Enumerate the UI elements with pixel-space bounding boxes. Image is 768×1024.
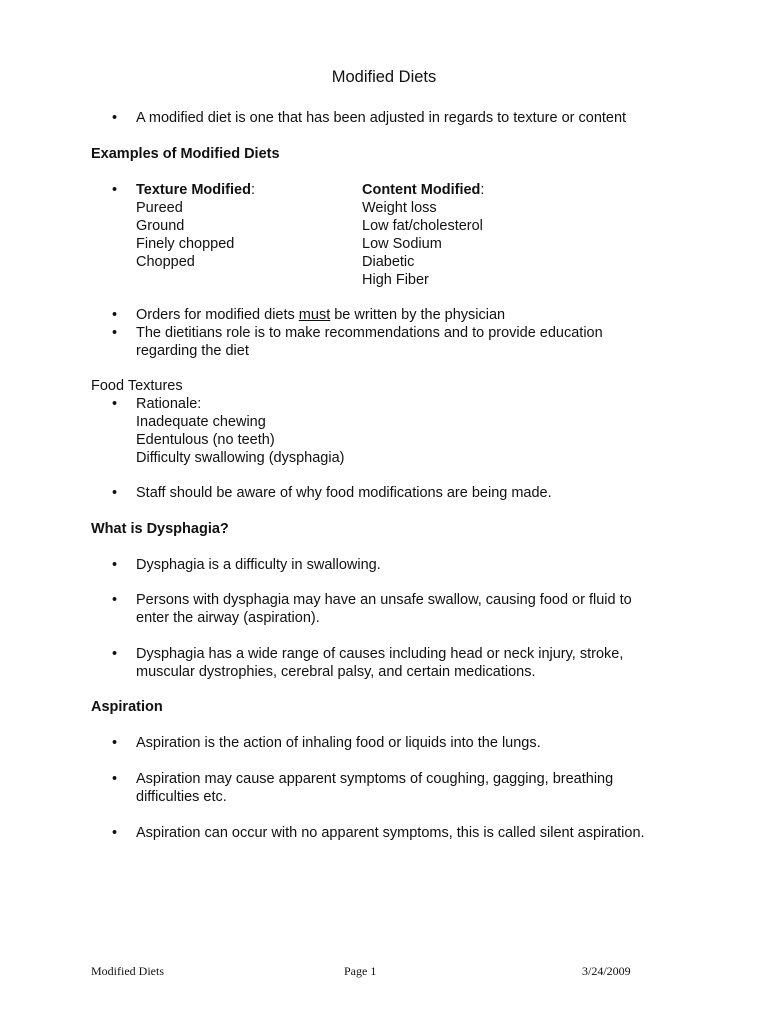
content-item: Diabetic bbox=[362, 254, 415, 270]
aspiration-bullet-2-line1: Aspiration may cause apparent symptoms of coughing, gagging, breathing bbox=[136, 771, 614, 787]
rationale-label: Rationale: bbox=[136, 396, 202, 412]
dietitian-line1: The dietitians role is to make recommendations and to provide education bbox=[136, 325, 603, 341]
footer-page: Page 1 bbox=[344, 964, 377, 978]
footer-left: Modified Diets bbox=[91, 964, 164, 978]
page-title: Modified Diets bbox=[331, 68, 437, 86]
dysphagia-heading: What is Dysphagia? bbox=[91, 521, 229, 537]
dietitian-line2: regarding the diet bbox=[136, 343, 249, 359]
bullet: • bbox=[112, 325, 118, 341]
texture-item: Finely chopped bbox=[136, 236, 235, 252]
dysphagia-bullet-2-line1: Persons with dysphagia may have an unsafe swallow, causing food or fluid to bbox=[136, 592, 632, 608]
bullet: • bbox=[112, 307, 118, 323]
dysphagia-bullet-1: Dysphagia is a difficulty in swallowing. bbox=[136, 557, 381, 573]
bullet: • bbox=[112, 592, 118, 608]
footer-date: 3/24/2009 bbox=[582, 964, 631, 978]
rationale-item: Difficulty swallowing (dysphagia) bbox=[136, 450, 345, 466]
content-item: Low Sodium bbox=[362, 236, 442, 252]
orders-text: Orders for modified diets must be written by the physician bbox=[136, 307, 506, 323]
aspiration-bullet-3: Aspiration can occur with no apparent symptoms, this is called silent aspiration. bbox=[136, 825, 645, 841]
bullet: • bbox=[112, 771, 118, 787]
food-textures-heading: Food Textures bbox=[91, 378, 183, 394]
dysphagia-bullet-2-line2: enter the airway (aspiration). bbox=[136, 610, 320, 626]
dysphagia-bullet-3-line1: Dysphagia has a wide range of causes including head or neck injury, stroke, bbox=[136, 646, 624, 662]
aspiration-bullet-2-line2: difficulties etc. bbox=[136, 789, 227, 805]
rationale-item: Inadequate chewing bbox=[136, 414, 266, 430]
bullet: • bbox=[112, 646, 118, 662]
intro-text: A modified diet is one that has been adjusted in regards to texture or content bbox=[136, 110, 627, 126]
content-item: High Fiber bbox=[362, 272, 429, 288]
bullet: • bbox=[112, 182, 118, 198]
aspiration-bullet-1: Aspiration is the action of inhaling food or liquids into the lungs. bbox=[136, 735, 541, 751]
texture-item: Chopped bbox=[136, 254, 195, 270]
aspiration-heading: Aspiration bbox=[91, 699, 163, 715]
content-item: Weight loss bbox=[362, 200, 437, 216]
texture-item: Ground bbox=[136, 218, 185, 234]
texture-heading: Texture Modified: bbox=[136, 182, 255, 198]
dysphagia-bullet-3-line2: muscular dystrophies, cerebral palsy, and certain medications. bbox=[136, 664, 536, 680]
staff-text: Staff should be aware of why food modifications are being made. bbox=[136, 485, 552, 501]
bullet: • bbox=[112, 110, 118, 126]
bullet: • bbox=[112, 485, 118, 501]
texture-item: Pureed bbox=[136, 200, 183, 216]
bullet: • bbox=[112, 396, 118, 412]
content-item: Low fat/cholesterol bbox=[362, 218, 483, 234]
examples-heading: Examples of Modified Diets bbox=[91, 146, 280, 162]
bullet: • bbox=[112, 735, 118, 751]
bullet: • bbox=[112, 825, 118, 841]
bullet: • bbox=[112, 557, 118, 573]
rationale-item: Edentulous (no teeth) bbox=[136, 432, 275, 448]
content-heading: Content Modified: bbox=[362, 182, 485, 198]
